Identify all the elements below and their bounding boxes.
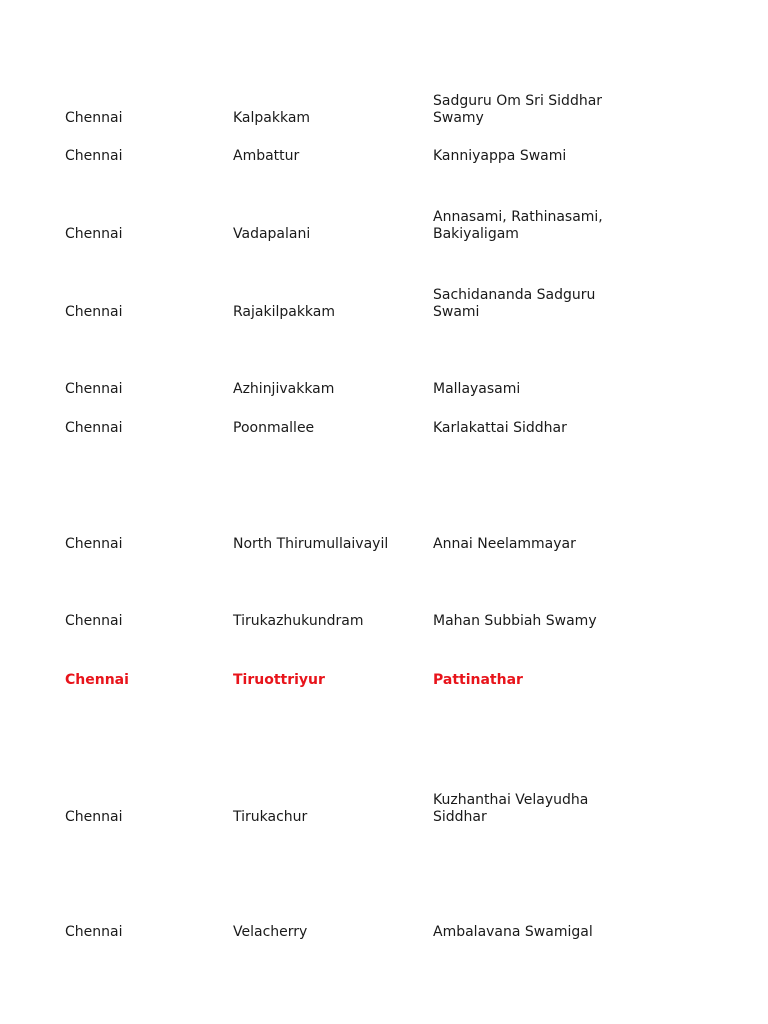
city-cell: Chennai (65, 672, 129, 688)
place-cell: Velacherry (233, 924, 308, 940)
table-row (0, 92, 768, 127)
city-cell: Chennai (65, 613, 123, 629)
saint-cell: Karlakattai Siddhar (433, 420, 567, 436)
saint-cell: Kanniyappa Swami (433, 148, 567, 164)
city-cell: Chennai (65, 381, 123, 397)
saint-cell: Ambalavana Swamigal (433, 924, 593, 940)
table-row (0, 612, 768, 630)
table-row (0, 923, 768, 941)
city-cell: Chennai (65, 536, 123, 552)
place-cell: Vadapalani (233, 226, 311, 242)
table-row (0, 286, 768, 321)
table-row (0, 419, 768, 437)
place-cell: Azhinjivakkam (233, 381, 335, 397)
saint-cell: Annasami, Rathinasami, Bakiyaligam (433, 209, 603, 242)
place-cell: Tirukazhukundram (233, 613, 364, 629)
table-row (0, 208, 768, 243)
table-row (0, 147, 768, 165)
table-row-highlighted (0, 670, 768, 689)
place-cell: Rajakilpakkam (233, 304, 336, 320)
place-cell: Poonmallee (233, 420, 315, 436)
saint-cell: Sachidananda Sadguru Swami (433, 287, 596, 320)
place-cell: Tirukachur (233, 809, 308, 825)
city-cell: Chennai (65, 809, 123, 825)
city-cell: Chennai (65, 420, 123, 436)
city-cell: Chennai (65, 226, 123, 242)
saint-cell: Sadguru Om Sri Siddhar Swamy (433, 93, 603, 126)
city-cell: Chennai (65, 304, 123, 320)
saint-cell: Kuzhanthai Velayudha Siddhar (433, 792, 589, 825)
table-row (0, 380, 768, 398)
saint-cell: Annai Neelammayar (433, 536, 576, 552)
saint-cell: Mallayasami (433, 381, 521, 397)
city-cell: Chennai (65, 148, 123, 164)
place-cell: North Thirumullaivayil (233, 536, 389, 552)
place-cell: Ambattur (233, 148, 300, 164)
place-cell: Kalpakkam (233, 110, 311, 126)
table-row (0, 791, 768, 826)
saint-cell: Mahan Subbiah Swamy (433, 613, 597, 629)
saint-cell: Pattinathar (433, 672, 523, 688)
city-cell: Chennai (65, 110, 123, 126)
city-cell: Chennai (65, 924, 123, 940)
table-row (0, 535, 768, 553)
place-cell: Tiruottriyur (233, 672, 325, 688)
